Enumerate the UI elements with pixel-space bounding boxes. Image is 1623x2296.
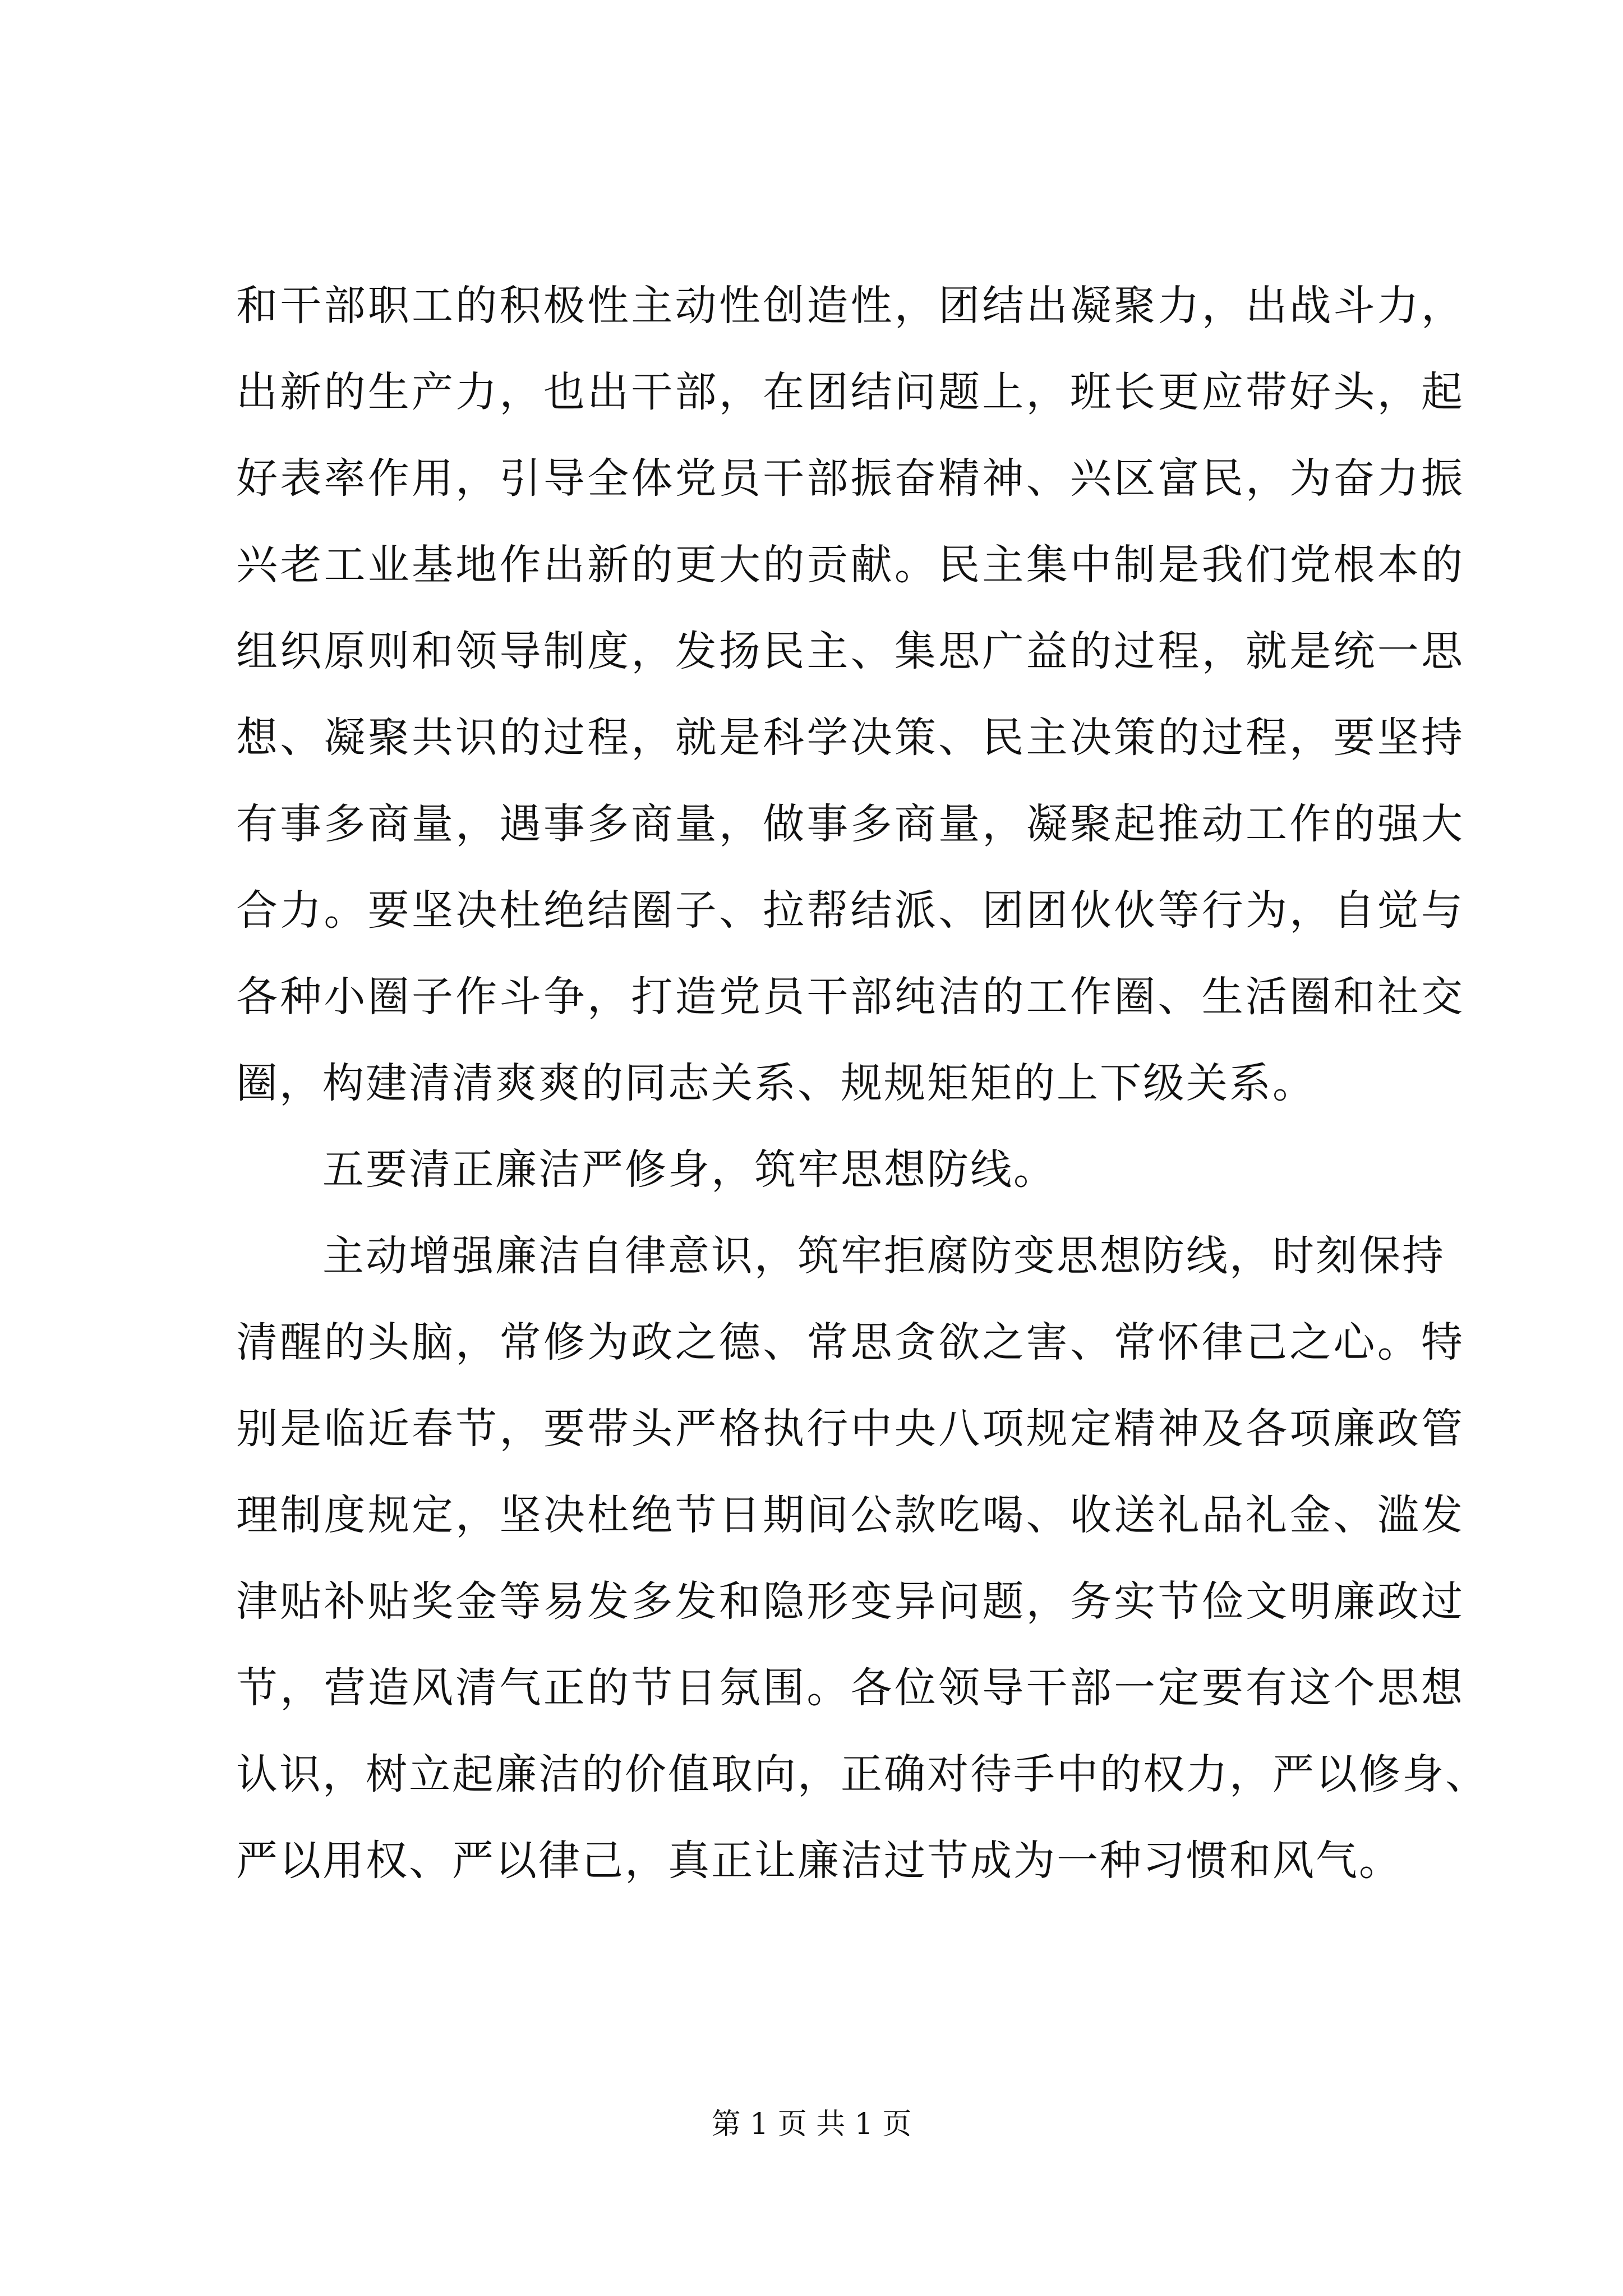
text-line: 兴老工业基地作出新的更大的贡献。民主集中制是我们党根本的: [236, 541, 1464, 589]
section-heading: 五要清正廉洁严修身，筑牢思想防线。: [322, 1145, 1057, 1194]
text-line: 好表率作用，引导全体党员干部振奋精神、兴区富民，为奋力振: [236, 454, 1464, 503]
page-number-footer: 第 1 页 共 1 页: [711, 2108, 912, 2141]
document-body: [236, 263, 1488, 1904]
text-line: 圈，构建清清爽爽的同志关系、规规矩矩的上下级关系。: [236, 1059, 1316, 1107]
text-line: 认识，树立起廉洁的价值取向，正确对待手中的权力，严以修身、: [236, 1750, 1488, 1798]
text-line: 津贴补贴奖金等易发多发和隐形变异问题，务实节俭文明廉政过: [236, 1577, 1464, 1626]
text-line: 节，营造风清气正的节日氛围。各位领导干部一定要有这个思想: [236, 1664, 1464, 1712]
text-line: 有事多商量，遇事多商量，做事多商量，凝聚起推动工作的强大: [236, 800, 1464, 848]
text-line: 理制度规定，坚决杜绝节日期间公款吃喝、收送礼品礼金、滥发: [236, 1491, 1464, 1539]
text-line: 想、凝聚共识的过程，就是科学决策、民主决策的过程，要坚持: [236, 714, 1464, 762]
text-line: 严以用权、严以律己，真正让廉洁过节成为一种习惯和风气。: [236, 1837, 1402, 1885]
text-line: 和干部职工的积极性主动性创造性，团结出凝聚力，出战斗力，: [236, 282, 1464, 330]
text-line: 组织原则和领导制度，发扬民主、集思广益的过程，就是统一思: [236, 627, 1464, 675]
text-line: 出新的生产力，也出干部，在团结问题上，班长更应带好头，起: [236, 368, 1464, 416]
text-line: 各种小圈子作斗争，打造党员干部纯洁的工作圈、生活圈和社交: [236, 973, 1464, 1021]
text-line: 清醒的头脑，常修为政之德、常思贪欲之害、常怀律己之心。特: [236, 1318, 1464, 1366]
body-text: [236, 263, 1488, 1904]
text-line: 别是临近春节，要带头严格执行中央八项规定精神及各项廉政管: [236, 1405, 1464, 1453]
text-line: 合力。要坚决杜绝结圈子、拉帮结派、团团伙伙等行为，自觉与: [236, 886, 1464, 935]
text-line: 主动增强廉洁自律意识，筑牢拒腐防变思想防线，时刻保持: [322, 1232, 1445, 1280]
